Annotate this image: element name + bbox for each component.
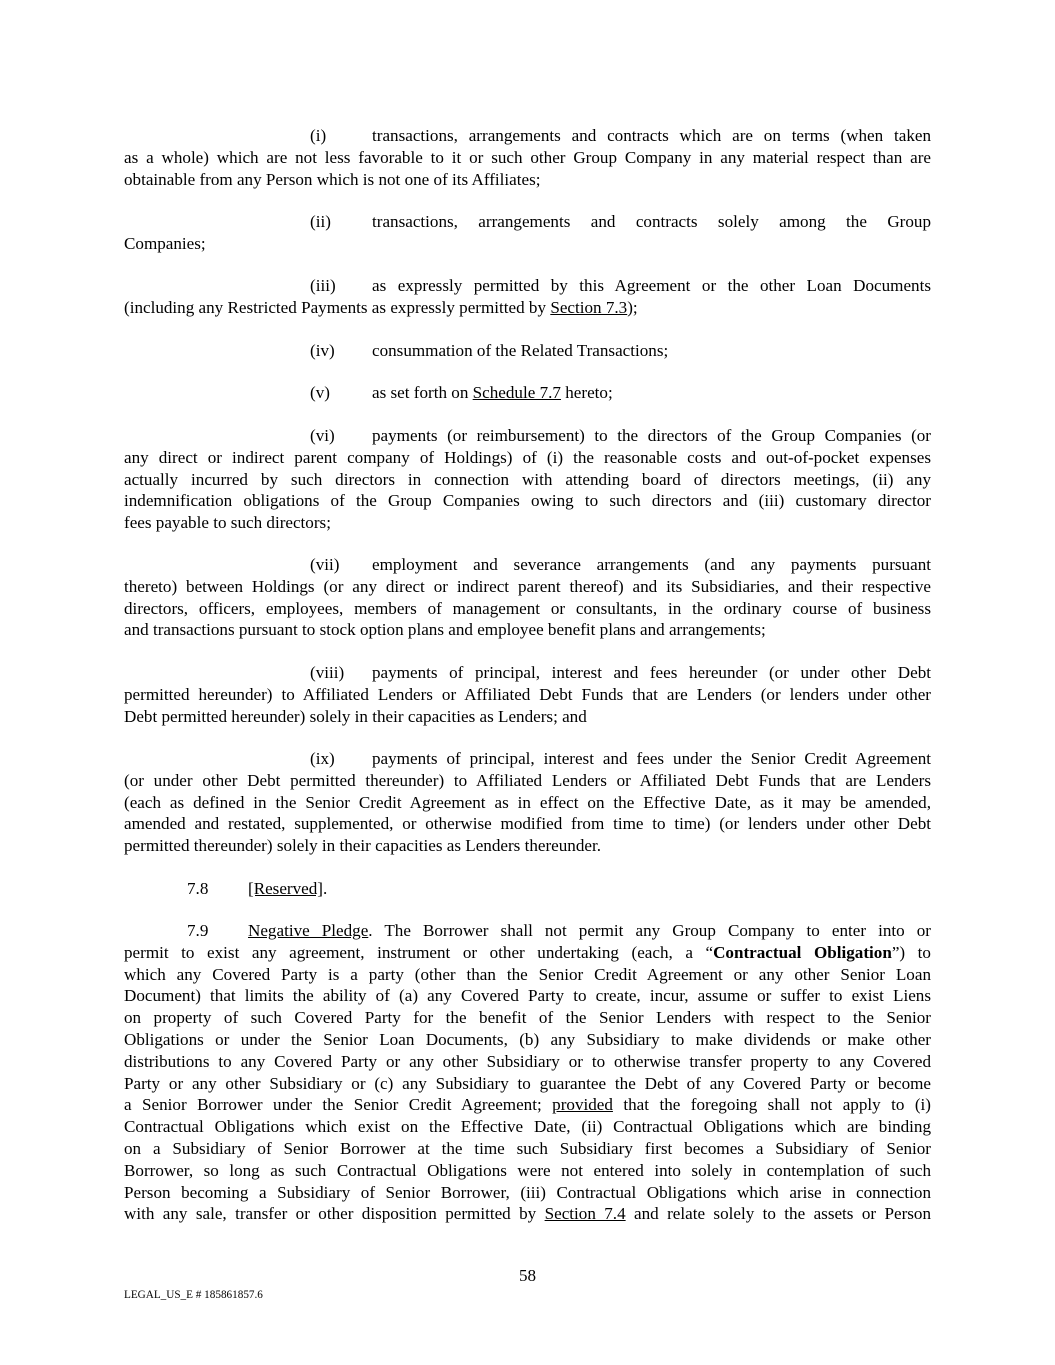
- section-number: 7.9: [187, 921, 209, 940]
- section-7-8: 7.8 [Reserved].: [187, 879, 328, 898]
- clause-iii: (iii) as expressly permitted by this Agreement or the other Loan Documents (including any Restricted Payments as expressly permitted by Section 7.3);: [124, 276, 931, 317]
- schedule-reference-link[interactable]: Schedule 7.7: [472, 383, 561, 402]
- section-number: 7.8: [187, 879, 209, 898]
- clause-vi: (vi) payments (or reimbursement) to the directors of the Group Companies (or any direct or indirect parent company of Holdings) of (i) the reasonable costs and out-of-pocket expenses actually incurred by such directors in connection with attending board of directors meetings, (ii) any indemnification obligations of the Group Companies owing to such directors and (iii) customary director fees payable to such directors;: [124, 426, 931, 533]
- section-7-9: 7.9 Negative Pledge. The Borrower shall not permit any Group Company to enter into or permit to exist any agreement, instrument or other undertaking (each, a “Contractual Obligation”) to which any Covered Party is a party (other than the Senior Credit Agreement or any other Senior Loan Document) that limits the ability of (a) any Covered Party to create, incur, assume or suffer to exist Liens on property of such Covered Party for the benefit of the Senior Lenders with respect to the Senior Obligations or under the Senior Loan Documents, (b) any Subsidiary to make dividends or make other distributions to any Covered Party or any other Subsidiary or to otherwise transfer property to any Covered Party or any other Subsidiary or (c) any Subsidiary to guarantee the Debt of any Covered Party or become a Senior Borrower under the Senior Credit Agreement; provided that the foregoing shall not apply to (i) Contractual Obligations which exist on the Effective Date, (ii) Contractual Obligations which are binding on a Subsidiary of Senior Borrower at the time such Subsidiary first becomes a Subsidiary of Senior Borrower, so long as such Contractual Obligations were not entered into solely in contemplation of such Person becoming a Subsidiary of Senior Borrower, (iii) Contractual Obligations which arise in connection with any sale, transfer or other disposition permitted by Section 7.4 and relate solely to the assets or Person: [124, 921, 932, 1224]
- clause-v: (v) as set forth on Schedule 7.7 hereto;: [310, 383, 613, 402]
- clause-number: (iii): [310, 276, 336, 295]
- clause-number: (vii): [310, 555, 340, 574]
- section-title: Negative Pledge: [248, 921, 369, 940]
- clause-number: (ii): [310, 212, 331, 231]
- clause-i: (i) transactions, arrangements and contracts which are on terms (when taken as a whole) which are not less favorable to it or such other Group Company in any material respect than are obtainable from any Person which is not one of its Affiliates;: [124, 126, 931, 189]
- page-number: 58: [518, 1266, 537, 1285]
- clause-number: (viii): [310, 663, 345, 682]
- clause-viii: (viii) payments of principal, interest and fees hereunder (or under other Debt permitted hereunder) to Affiliated Lenders or Affiliated Debt Funds that are Lenders (or lenders under other Debt permitted hereunder) solely in their capacities as Lenders; and: [124, 663, 931, 726]
- clause-iv: (iv) consummation of the Related Transactions;: [310, 341, 669, 360]
- provided-term: provided: [552, 1095, 613, 1115]
- section-title: [Reserved]: [248, 879, 323, 898]
- document-identifier: LEGAL_US_E # 185861857.6: [124, 1289, 263, 1301]
- defined-term: Contractual Obligation: [713, 942, 892, 962]
- clause-number: (vi): [310, 426, 335, 445]
- clause-ii: (ii) transactions, arrangements and contracts solely among the Group Companies;: [124, 212, 931, 253]
- clause-number: (iv): [310, 341, 335, 360]
- clause-ix: (ix) payments of principal, interest and fees under the Senior Credit Agreement (or under other Debt permitted thereunder) to Affiliated Lenders or Affiliated Debt Funds that are Lenders (each as defined in the Senior Credit Agreement as in effect on the Effective Date, as it may be amended, amended and restated, supplemented, or otherwise modified from time to time) (or lenders under other Debt permitted thereunder) solely in their capacities as Lenders thereunder.: [124, 749, 931, 856]
- section-reference-link[interactable]: Section 7.4: [544, 1204, 626, 1224]
- section-reference-link[interactable]: Section 7.3: [550, 297, 628, 317]
- clause-number: (i): [310, 126, 327, 145]
- clause-number: (ix): [310, 749, 335, 768]
- clause-vii: (vii) employment and severance arrangements (and any payments pursuant thereto) between Holdings (or any direct or indirect parent thereof) and its Subsidiaries, and their respective directors, officers, employees, members of management or consultants, in the ordinary course of business and transactions pursuant to stock option plans and employee benefit plans and arrangements;: [124, 555, 931, 640]
- clause-number: (v): [310, 383, 330, 402]
